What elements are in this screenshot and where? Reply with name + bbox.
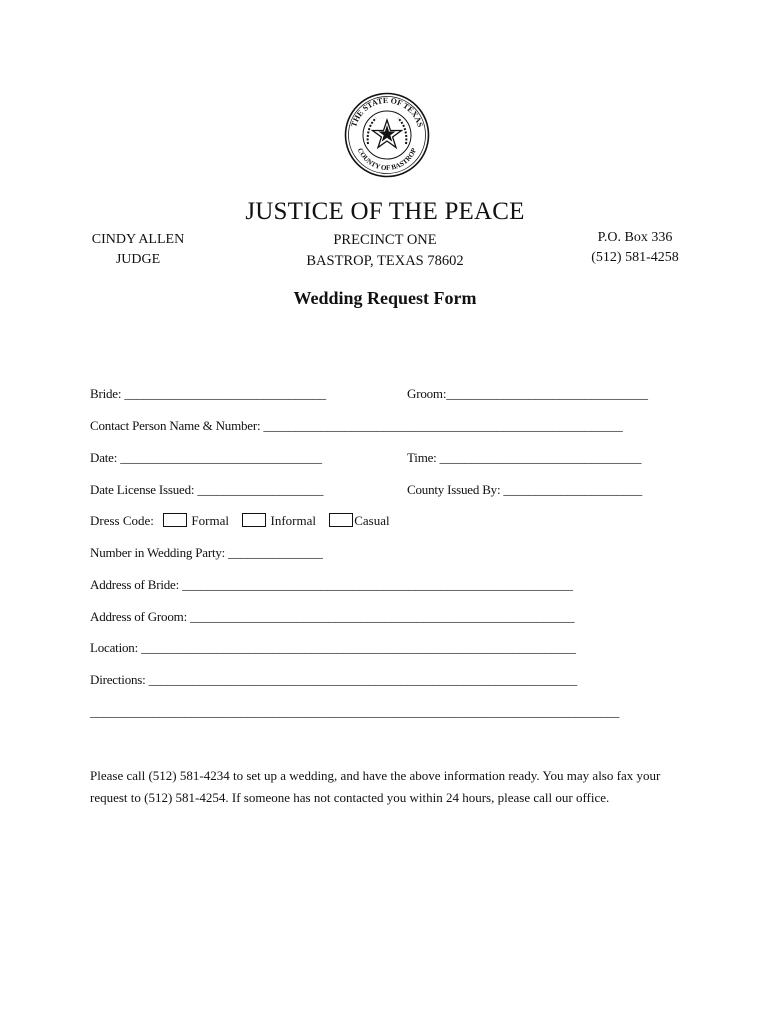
office-phone: (512) 581-4258 xyxy=(591,250,679,265)
dress-code-label: Dress Code: xyxy=(90,513,154,528)
instructions-paragraph: Please call (512) 581-4234 to set up a wedding, and have the above information ready. You may also fax your request to (512) 581-4254. If someone has not contacted you within 24 hours, please call our office. xyxy=(90,768,661,805)
bride-address-field[interactable]: Address of Bride: ______________________________________________________________ xyxy=(90,577,573,592)
time-field[interactable]: Time: ________________________________ xyxy=(407,450,642,465)
groom-address-field[interactable]: Address of Groom: _____________________________________________________________ xyxy=(90,609,575,624)
county-issued-field[interactable]: County Issued By: ______________________ xyxy=(407,482,643,497)
groom-field[interactable]: Groom:________________________________ xyxy=(407,386,648,401)
formal-checkbox[interactable] xyxy=(163,513,187,527)
informal-checkbox[interactable] xyxy=(242,513,266,527)
judge-name: CINDY ALLEN xyxy=(91,232,185,247)
dress-code-row xyxy=(90,513,390,529)
casual-checkbox[interactable] xyxy=(329,513,353,527)
form-title: Wedding Request Form xyxy=(293,288,477,308)
directions-field[interactable]: Directions: ____________________________________________________________________ xyxy=(90,672,578,687)
directions-extra-line[interactable]: ____________________________________________________________________________________ xyxy=(90,704,620,719)
po-box: P.O. Box 336 xyxy=(597,230,673,245)
wedding-party-field[interactable]: Number in Wedding Party: _______________ xyxy=(90,545,323,560)
contact-block xyxy=(575,228,695,268)
seal-top-text: THE STATE OF TEXAS xyxy=(349,95,425,129)
bride-field[interactable]: Bride: ________________________________ xyxy=(90,386,326,401)
casual-label: Casual xyxy=(354,513,390,528)
county-seal xyxy=(344,92,430,178)
judge-block xyxy=(78,230,198,270)
location-field[interactable]: Location: _____________________________________________________________________ xyxy=(90,640,576,655)
formal-label: Formal xyxy=(191,513,229,528)
precinct-name: PRECINCT ONE xyxy=(333,232,437,248)
precinct-address: BASTROP, TEXAS 78602 xyxy=(306,253,464,269)
page-title: JUSTICE OF THE PEACE xyxy=(245,198,525,225)
precinct-block xyxy=(285,230,485,272)
license-date-field[interactable]: Date License Issued: ____________________ xyxy=(90,482,324,497)
date-field[interactable]: Date: ________________________________ xyxy=(90,450,322,465)
informal-label: Informal xyxy=(270,513,316,528)
seal-bottom-text: COUNTY OF BASTROP xyxy=(355,146,419,173)
contact-field[interactable]: Contact Person Name & Number: _________________________________________________________ xyxy=(90,418,623,433)
judge-title: JUDGE xyxy=(115,252,161,267)
